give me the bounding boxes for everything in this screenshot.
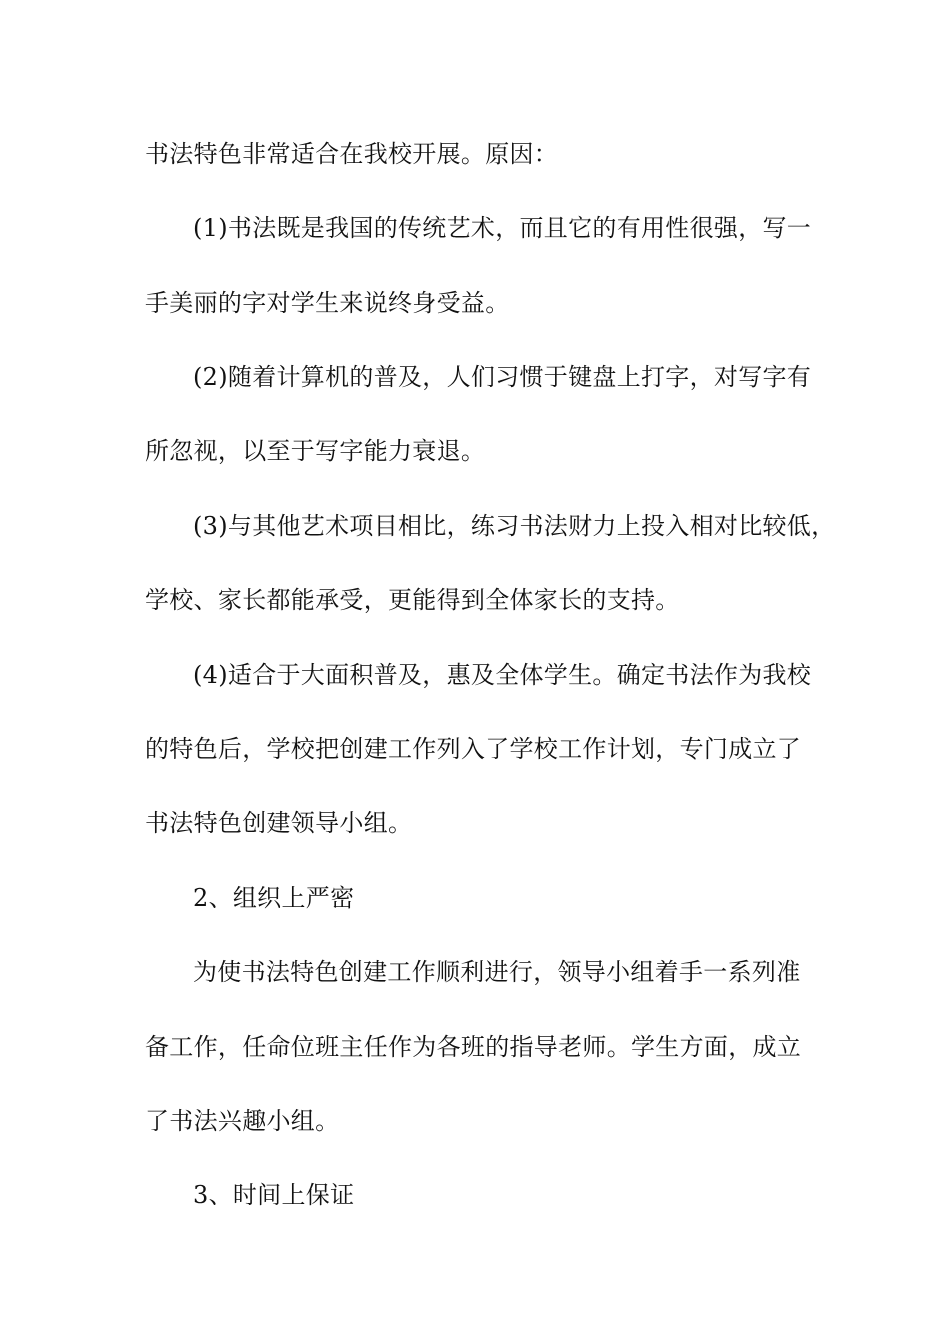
text-line: 书法特色创建领导小组。 <box>145 809 413 837</box>
text-line: (2)随着计算机的普及，人们习惯于键盘上打字，对写字有 <box>193 363 812 391</box>
text-line: 学校、家长都能承受，更能得到全体家长的支持。 <box>145 586 680 614</box>
text-line: 了书法兴趣小组。 <box>145 1107 340 1135</box>
section-heading: 3、时间上保证 <box>193 1181 355 1209</box>
text-line: (4)适合于大面积普及，惠及全体学生。确定书法作为我校 <box>193 661 812 689</box>
section-heading: 2、组织上严密 <box>193 884 355 912</box>
text-line: 所忽视，以至于写字能力衰退。 <box>145 437 486 465</box>
text-line: 为使书法特色创建工作顺利进行，领导小组着手一系列准 <box>193 958 801 986</box>
text-line: (1)书法既是我国的传统艺术，而且它的有用性很强，写一 <box>193 214 812 242</box>
text-line: 手美丽的字对学生来说终身受益。 <box>145 289 510 317</box>
text-line: 备工作，任命位班主任作为各班的指导老师。学生方面，成立 <box>145 1033 802 1061</box>
text-line: 书法特色非常适合在我校开展。原因： <box>145 140 559 168</box>
text-line: (3)与其他艺术项目相比，练习书法财力上投入相对比较低， <box>193 512 836 540</box>
text-line: 的特色后，学校把创建工作列入了学校工作计划，专门成立了 <box>145 735 802 763</box>
